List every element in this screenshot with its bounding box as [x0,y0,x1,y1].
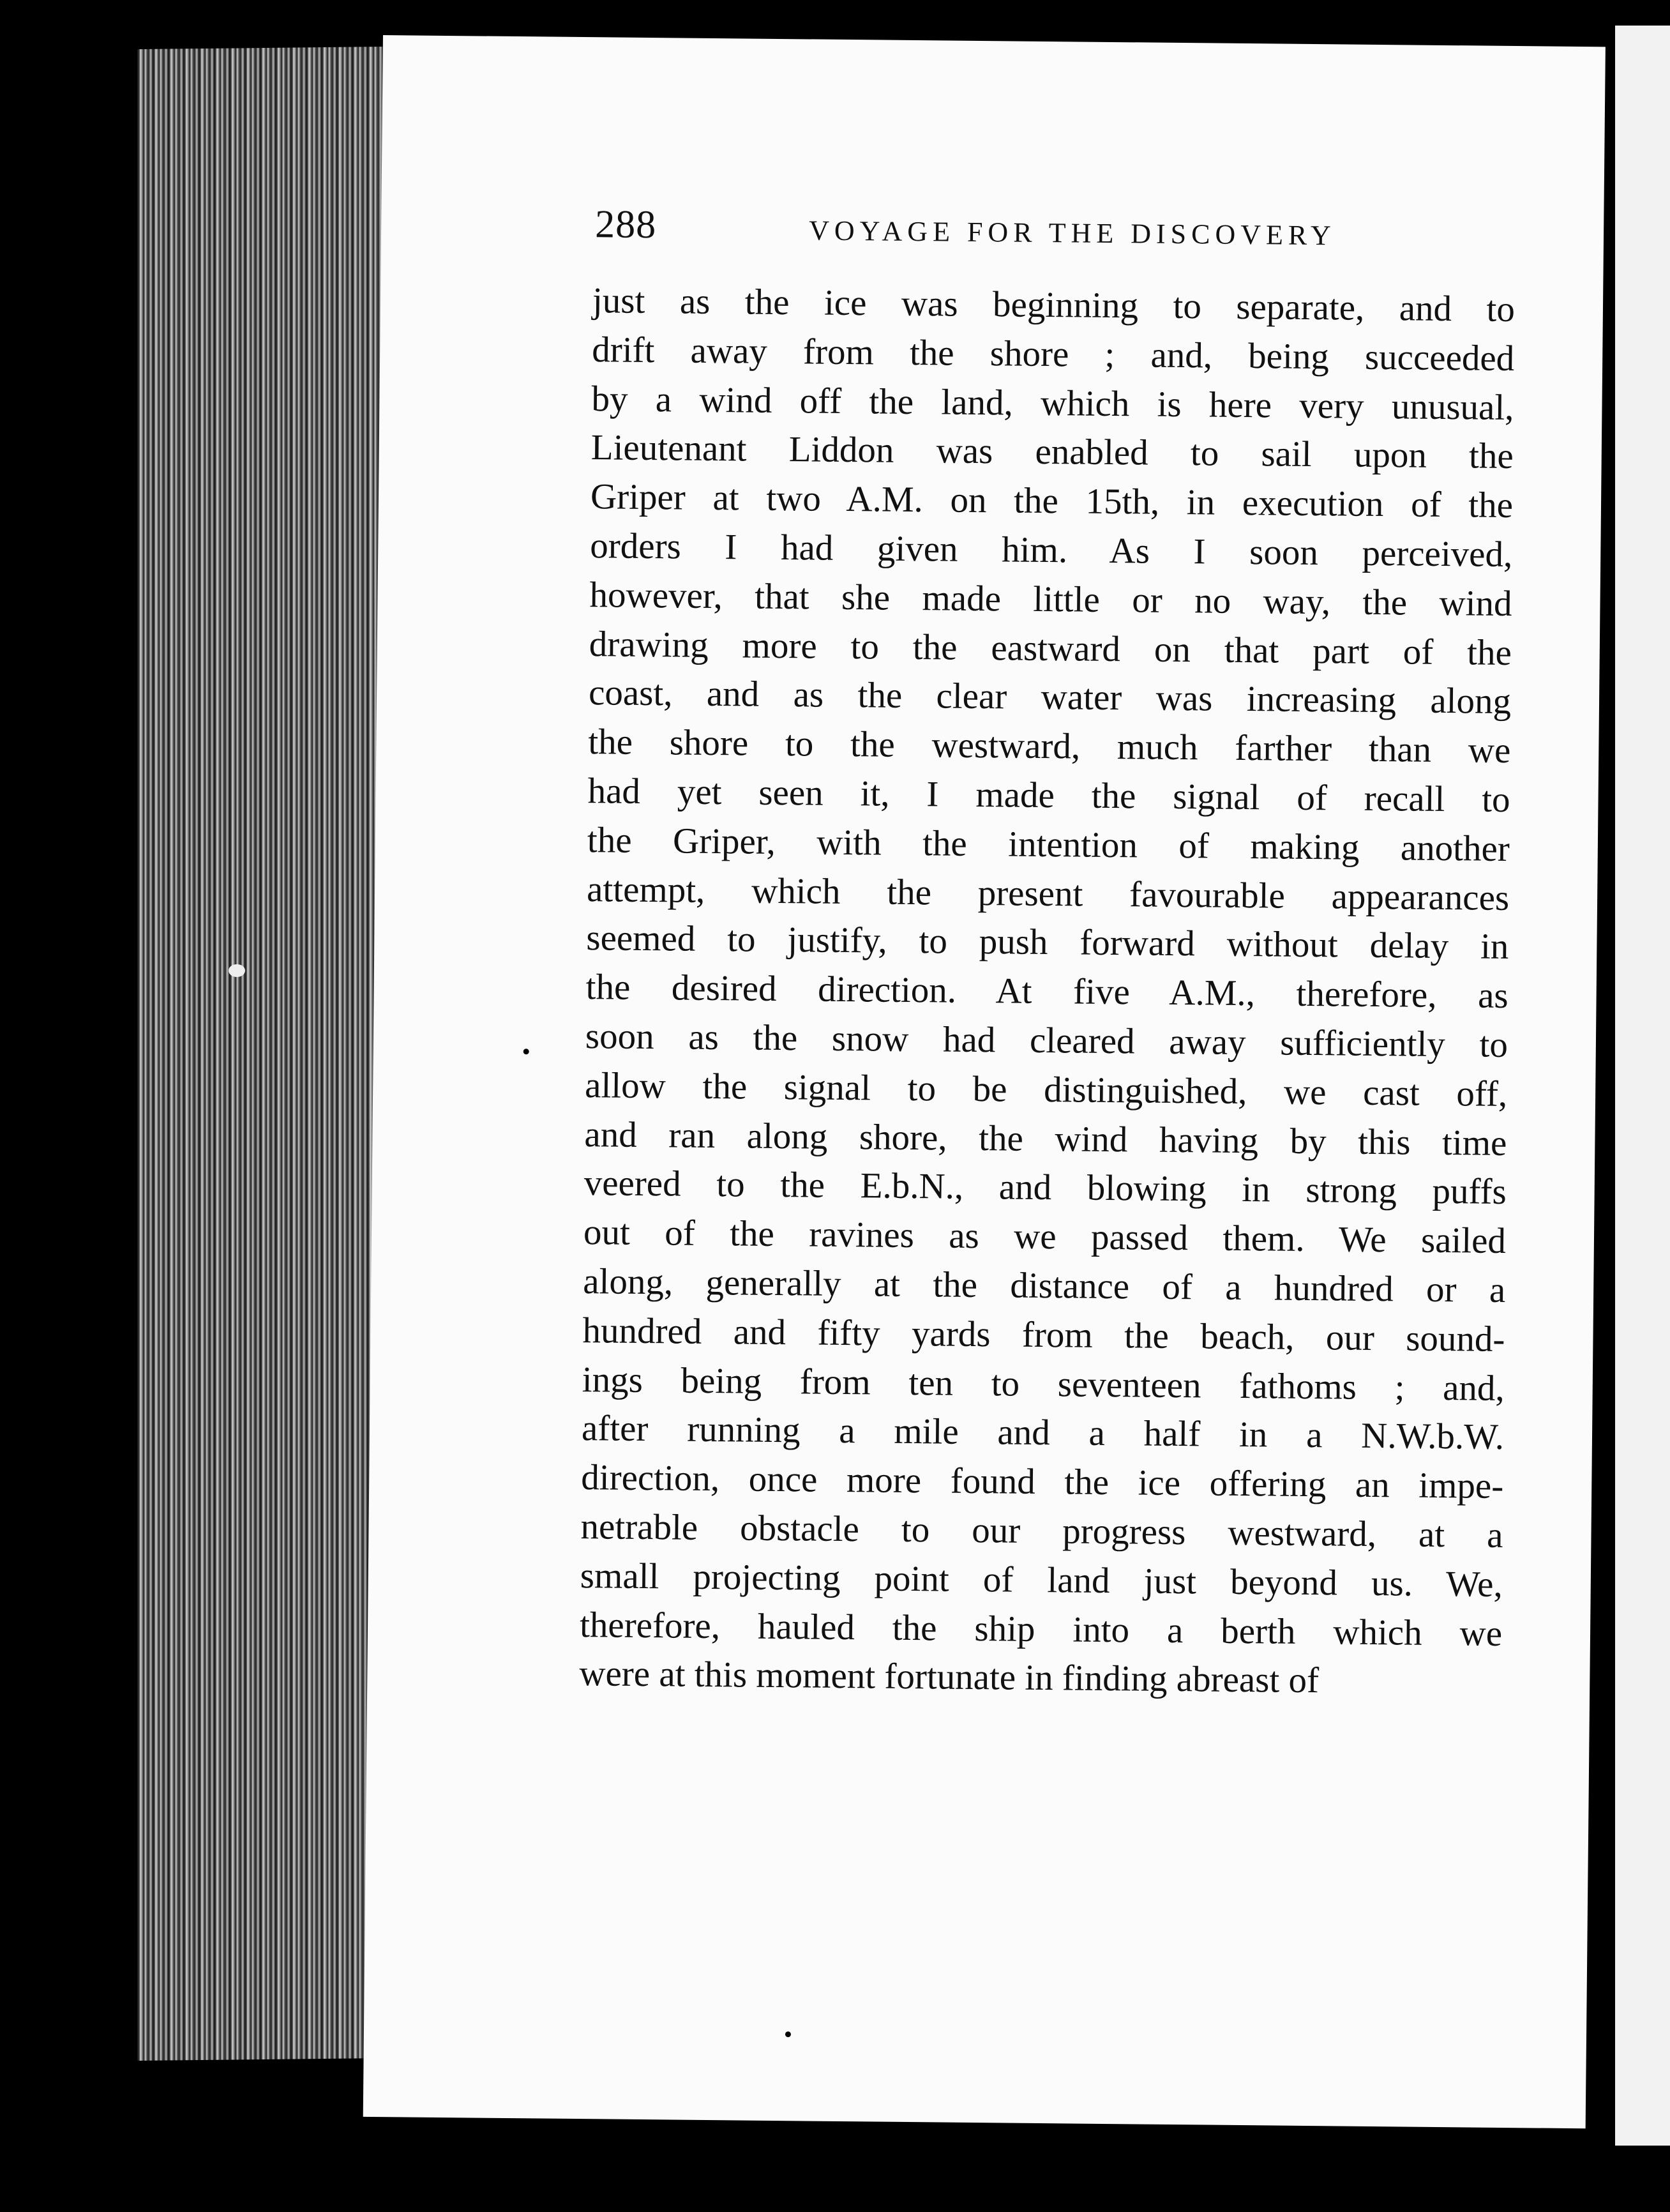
text-line: out of the ravines as we passed them. We sailed [583,1212,1507,1262]
text-line: netrable obstacle to our progress westward, at a [580,1506,1503,1556]
page-header [595,202,1515,262]
book-page-edges [137,47,393,2061]
text-line: coast, and as the clear water was increasing along [588,672,1512,722]
text-line: orders I had given him. As I soon perceived, [590,526,1513,575]
text-line: were at this moment fortunate in finding abreast of [579,1653,1320,1701]
text-line: along, generally at the distance of a hundred or a [582,1261,1506,1310]
text-line: just as the ice was beginning to separate, and to [592,280,1516,330]
ink-speck [785,2031,791,2037]
page-blemish [229,964,245,977]
text-line: allow the signal to be distinguished, we cast off, [584,1064,1508,1114]
text-line: soon as the snow had cleared away sufficiently to [585,1016,1508,1065]
text-line: hundred and fifty yards from the beach, our sound- [582,1310,1505,1360]
body-text [579,276,1515,1708]
text-line: direction, once more found the ice offering an impe- [581,1457,1504,1507]
text-line: veered to the E.b.N., and blowing in strong puffs [583,1163,1507,1213]
text-line: the Griper, with the intention of making another [587,819,1510,869]
text-line: after running a mile and a half in a N.W.b.W. [581,1408,1505,1458]
text-line: Griper at two A.M. on the 15th, in execution of the [590,476,1514,526]
text-line: the shore to the westward, much farther than we [588,722,1511,771]
text-line: had yet seen it, I made the signal of recall to [587,771,1510,820]
text-line: small projecting point of land just beyond us. We, [580,1555,1503,1605]
text-line: seemed to justify, to push forward without delay in [586,918,1509,967]
text-line: by a wind off the land, which is here very unusual, [591,378,1514,428]
page-number: 288 [594,202,657,247]
text-line: attempt, which the present favourable appearances [586,868,1510,918]
text-line: drift away from the shore ; and, being succeeded [591,329,1515,379]
text-line: drawing more to the eastward on that part of the [589,623,1512,673]
text-line: Lieutenant Liddon was enabled to sail upon the [591,427,1514,477]
running-head: VOYAGE FOR THE DISCOVERY [808,215,1336,252]
text-line: ings being from ten to seventeen fathoms ; and, [582,1359,1505,1409]
text-line: however, that she made little or no way, the wind [589,574,1512,624]
text-line: therefore, hauled the ship into a berth which we [579,1604,1503,1654]
text-line: and ran along shore, the wind having by this time [584,1114,1507,1163]
book-page [363,35,1606,2128]
text-line: the desired direction. At five A.M., therefore, as [585,967,1508,1017]
ink-speck [523,1049,529,1054]
facing-page-margin [1615,26,1670,2146]
